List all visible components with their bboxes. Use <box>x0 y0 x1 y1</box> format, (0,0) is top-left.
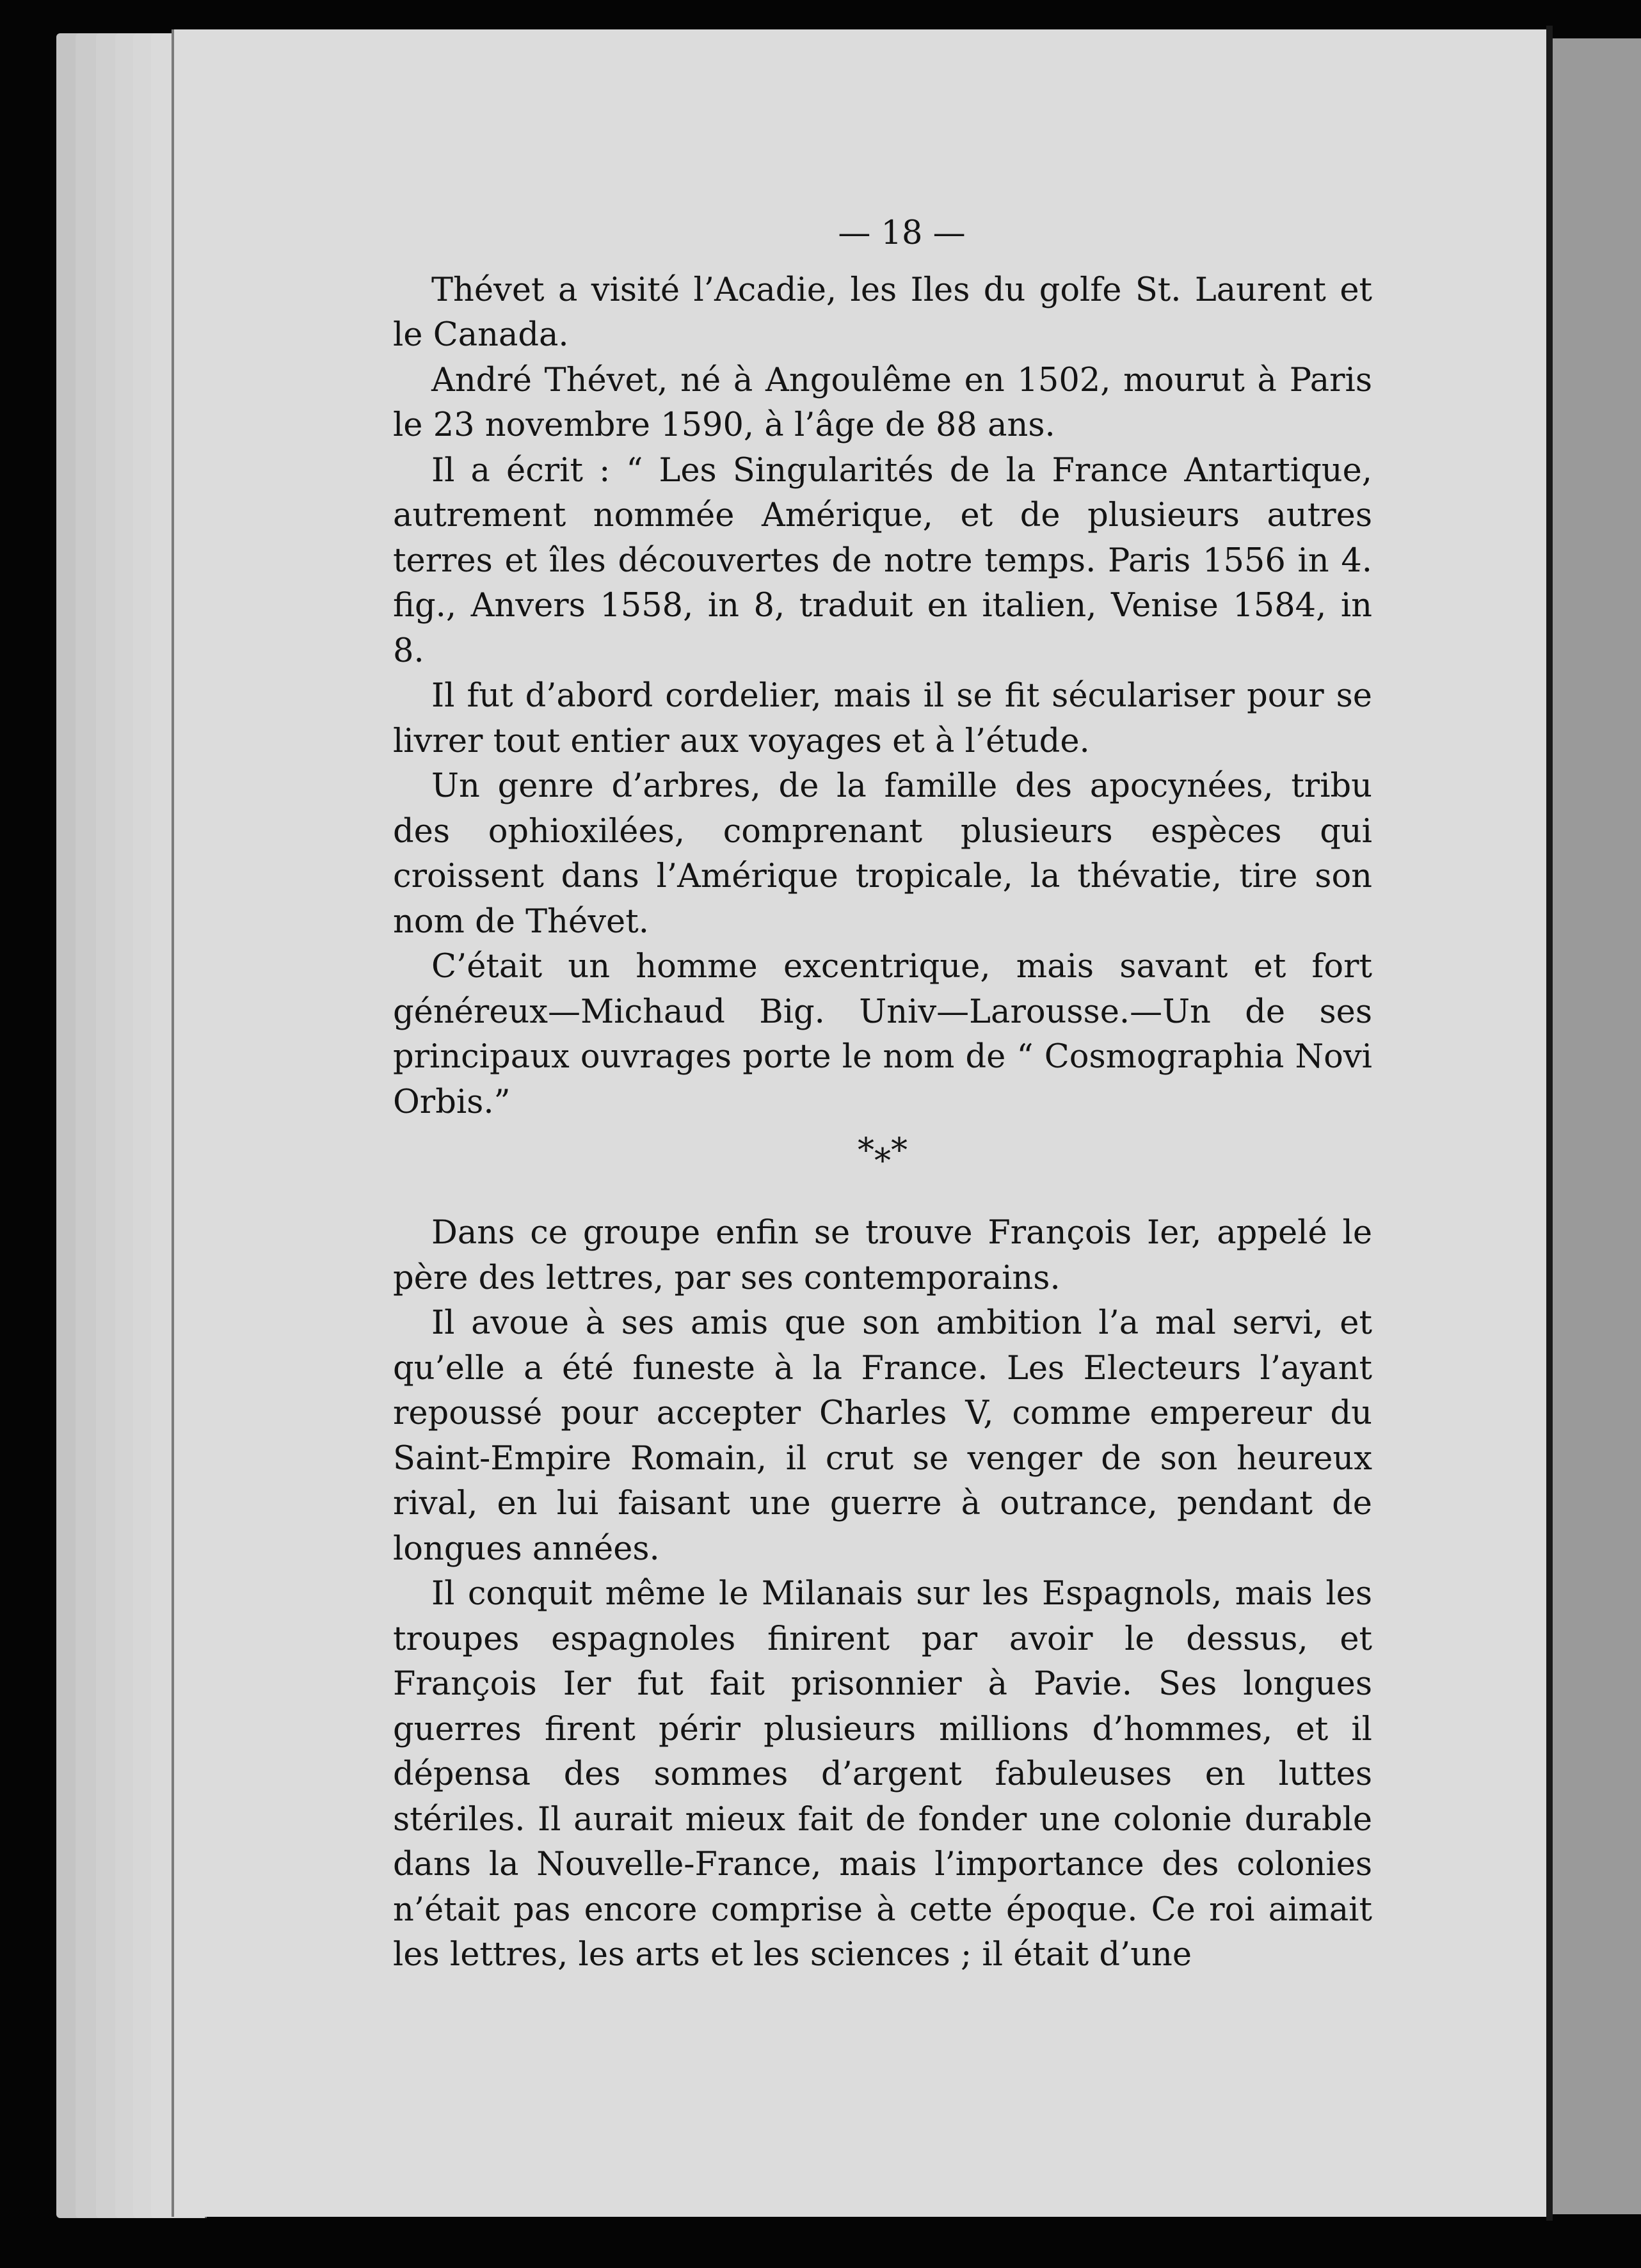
paragraph: Dans ce groupe enfin se trouve François Ier, appelé le père des lettres, par ses contemporains. <box>393 1214 1372 1297</box>
paragraph: Il avoue à ses amis que son ambition l’a mal servi, et qu’elle a été funeste à la France. Les Electeurs l’ayant repoussé pour accepter Charles V, comme empereur du Saint-Empire Romain, il crut se venger de son heureux rival, en lui faisant une guerre à outrance, pendant de longues années. <box>393 1304 1372 1568</box>
page-number: — 18 — <box>838 214 966 252</box>
paragraph: C’était un homme excentrique, mais savant et fort généreux—Michaud Big. Univ—Larousse.—Un de ses principaux ouvrages porte le nom de “ Cosmographia Novi Orbis.” <box>393 948 1372 1121</box>
paragraph: André Thévet, né à Angoulême en 1502, mourut à Paris le 23 novembre 1590, à l’âge de 88 ans. <box>393 361 1372 444</box>
page-text <box>393 211 1372 1978</box>
paragraph: Il conquit même le Milanais sur les Espagnols, mais les troupes espagnoles finirent par avoir le dessus, et François Ier fut fait prisonnier à Pavie. Ses longues guerres firent périr plusieurs millions d’hommes, et il dépensa des sommes d’argent fabuleuses en luttes stériles. Il aurait mieux fait de fonder une colonie durable dans la Nouvelle-France, mais l’importance des colonies n’était pas encore comprise à cette époque. Ce roi aimait les lettres, les arts et les sciences ; il était d’une <box>393 1575 1372 1974</box>
paragraph: Il fut d’abord cordelier, mais il se fit séculariser pour se livrer tout entier aux voyages et à l’étude. <box>393 677 1372 760</box>
next-page-strip <box>1553 38 1641 2214</box>
paragraph: Thévet a visité l’Acadie, les Iles du golfe St. Laurent et le Canada. <box>393 271 1372 354</box>
paragraph: Un genre d’arbres, de la famille des apocynées, tribu des ophioxilées, comprenant plusieurs espèces qui croissent dans l’Amérique tropicale, la thévatie, tire son nom de Thévet. <box>393 767 1372 941</box>
paragraph: Il a écrit : “ Les Singularités de la France Antartique, autrement nommée Amérique, et de plusieurs autres terres et îles découvertes de notre temps. Paris 1556 in 4. fig., Anvers 1558, in 8, traduit en italien, Venise 1584, in 8. <box>393 451 1372 670</box>
gutter-line <box>1546 26 1553 2221</box>
section-ornament: *⁎* <box>858 1131 908 1170</box>
